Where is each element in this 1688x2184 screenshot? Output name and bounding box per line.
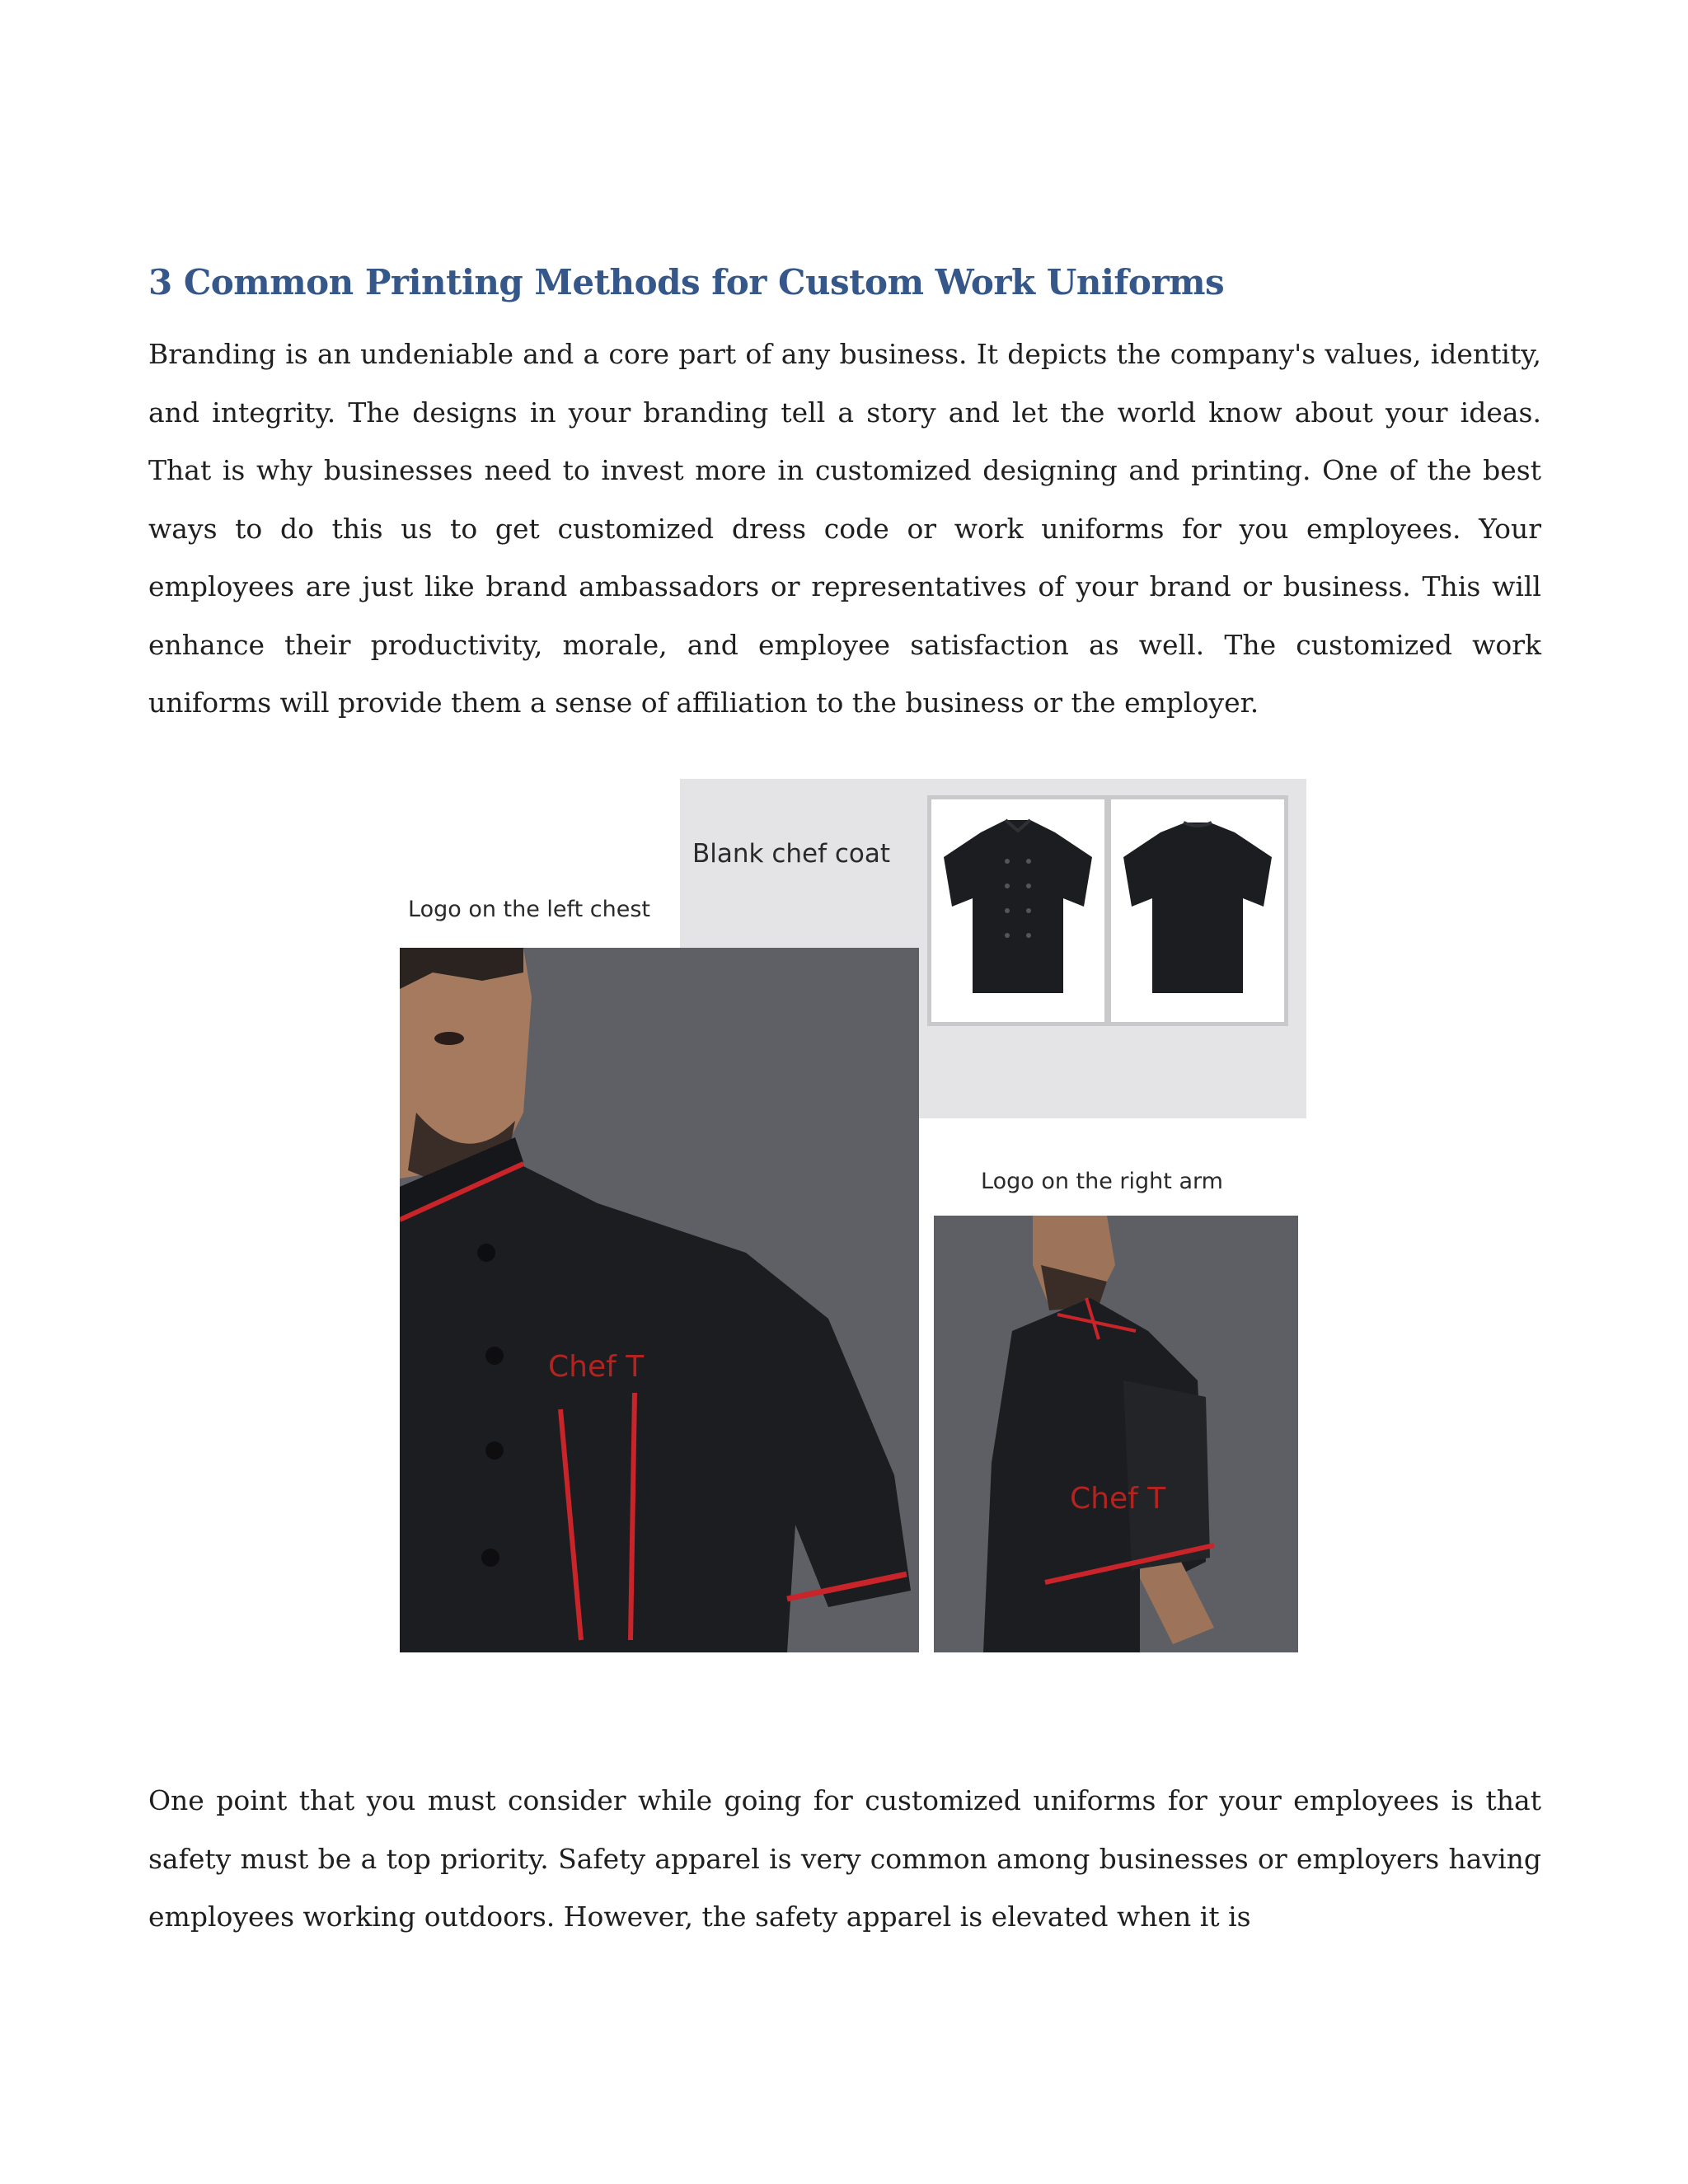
chef-right-arm-photo (934, 1216, 1298, 1652)
intro-paragraph: Branding is an undeniable and a core part of any business. It depicts the company's values, identity, and integrity. The designs in your branding tell a story and let the world know about your ideas. That is why businesses need to invest more in customized designing and printing. One of the best ways to do this us to get customized dress code or work uniforms for you employees. Your employees are just like brand ambassadors or representatives of your brand or business. This will enhance their productivity, morale, and employee satisfaction as well. The customized work uniforms will provide them a sense of affiliation to the business or the employer. (148, 338, 1541, 719)
caption-blank-chef-coat: Blank chef coat (692, 839, 891, 869)
arm-embroidery-text: Chef T (1070, 1482, 1166, 1516)
blank-coat-back-image (1107, 795, 1288, 1026)
safety-paragraph: One point that you must consider while going for customized uniforms for your employees is that safety must be a top priority. Safety apparel is very common among businesses or employers having employees working outdoors. However, the safety apparel is elevated when it is (148, 1784, 1541, 1933)
chef-left-chest-photo (400, 948, 919, 1652)
caption-left-chest: Logo on the left chest (408, 897, 650, 922)
caption-right-arm: Logo on the right arm (981, 1169, 1223, 1194)
page-heading: 3 Common Printing Methods for Custom Work Uniforms (148, 262, 1225, 302)
blank-coat-front-image (927, 795, 1109, 1026)
chef-coat-figure (383, 775, 1315, 1714)
chest-embroidery-text: Chef T (548, 1350, 645, 1384)
